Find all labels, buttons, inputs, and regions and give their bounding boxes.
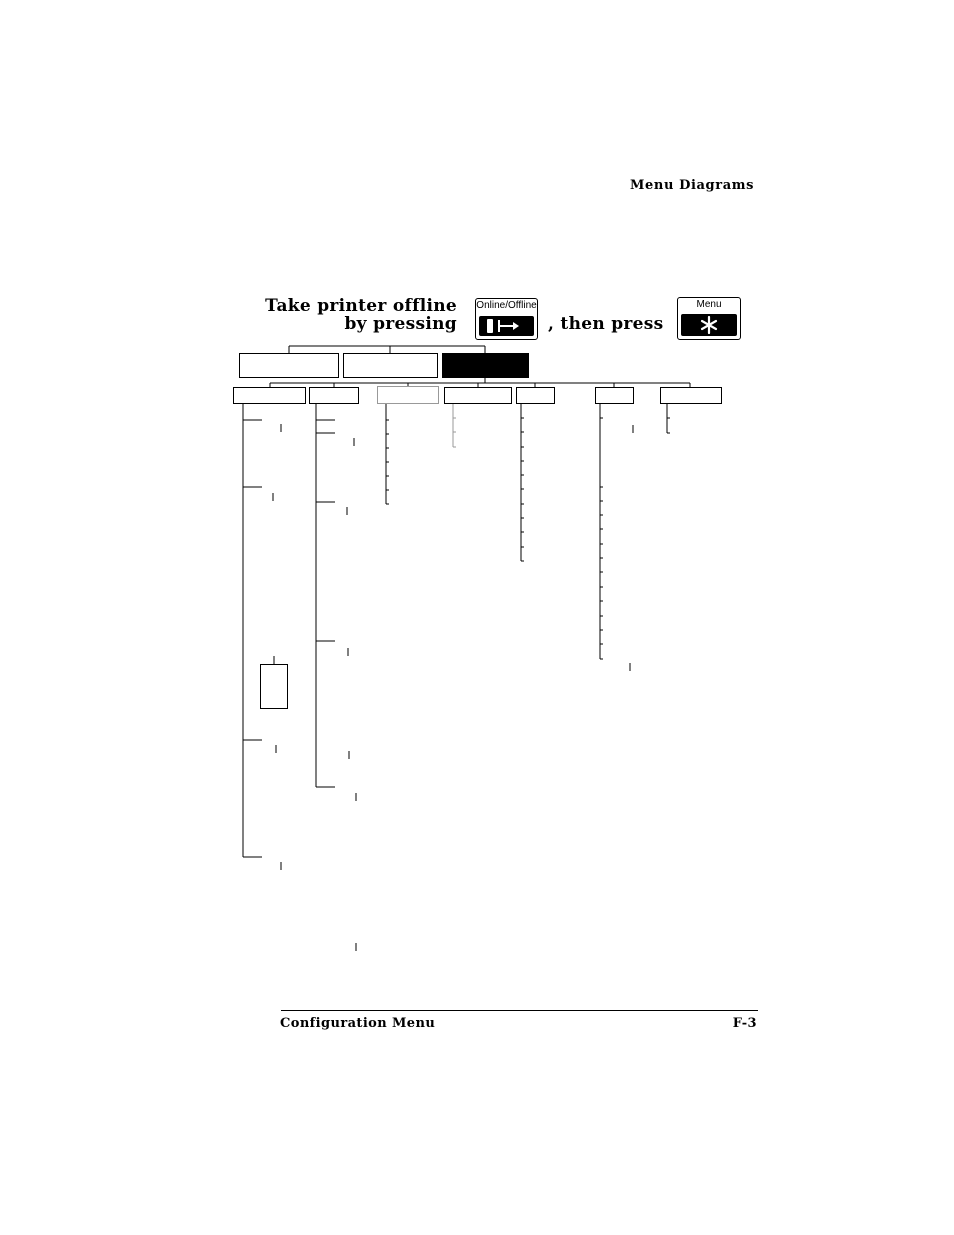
menu-key-label: Menu [696, 299, 722, 310]
footer-rule [281, 1010, 758, 1011]
instruction-line-1: Take printer offline [265, 296, 457, 316]
online-offline-key-label: Online/Offline [476, 300, 537, 311]
page-number: F-3 [732, 1016, 757, 1031]
footer-chapter-title: Configuration Menu [280, 1016, 436, 1031]
section-title: Menu Diagrams [630, 178, 754, 193]
instruction-then-press: , then press [548, 314, 664, 334]
instruction-line-2: by pressing [344, 314, 457, 334]
